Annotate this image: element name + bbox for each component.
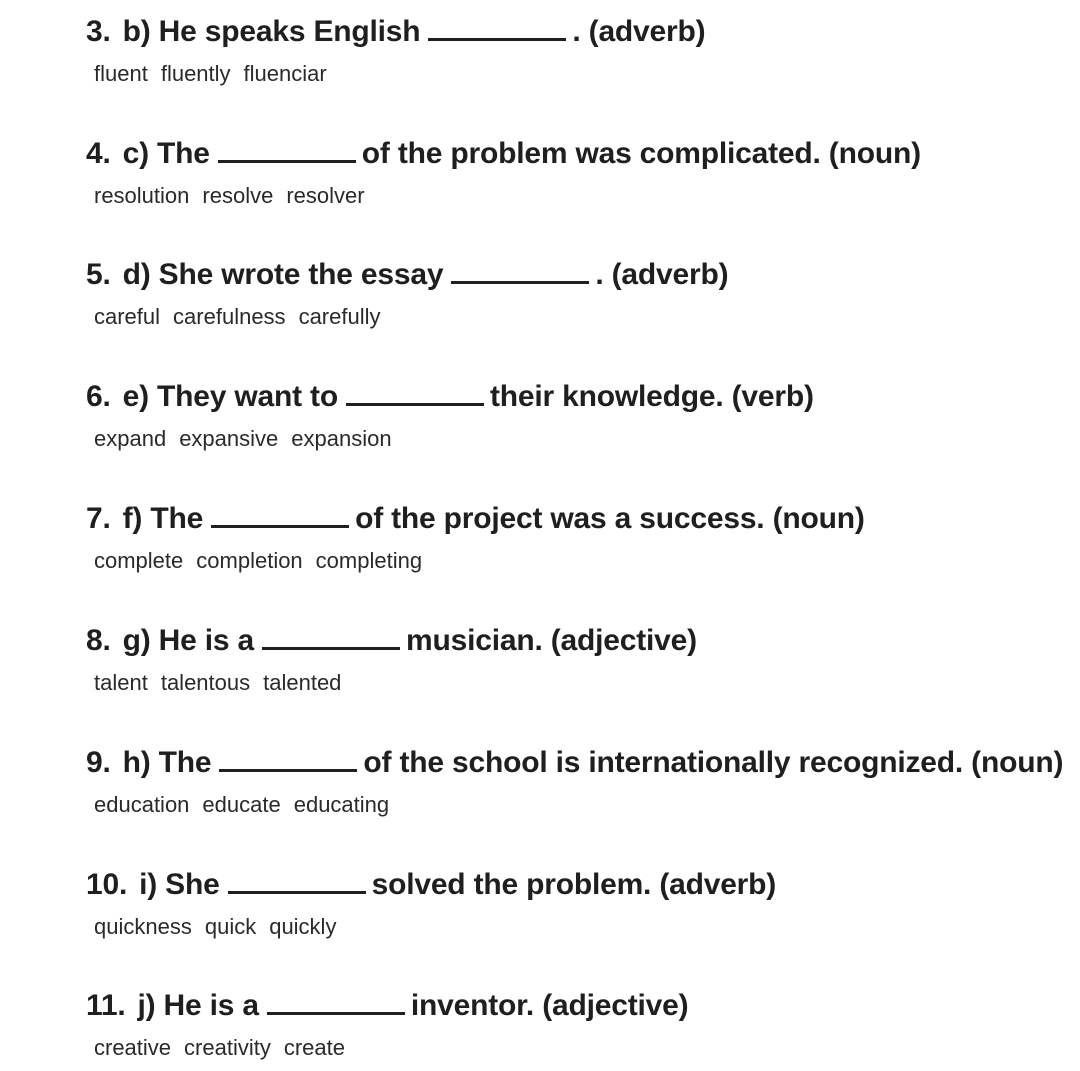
answer-option[interactable]: quick	[204, 914, 257, 939]
answer-blank[interactable]	[219, 745, 357, 772]
question-number: 6.	[86, 380, 111, 413]
answer-option[interactable]: fluenciar	[243, 61, 327, 86]
answer-blank[interactable]	[451, 257, 589, 284]
answer-option[interactable]: talent	[94, 670, 148, 695]
question-text-after: solved the problem. (adverb)	[371, 868, 777, 901]
answer-option[interactable]: quickly	[269, 914, 337, 939]
answer-option[interactable]: creative	[94, 1035, 172, 1060]
question-text-after: . (adverb)	[572, 15, 706, 48]
answer-options	[94, 1034, 358, 1062]
question-stem	[86, 136, 921, 172]
question-number: 11.	[86, 989, 126, 1022]
answer-options	[94, 913, 349, 941]
question-number: 3.	[86, 15, 111, 48]
answer-option[interactable]: completing	[315, 548, 423, 573]
answer-options	[94, 303, 393, 331]
answer-options	[94, 425, 405, 453]
question-number: 9.	[86, 746, 111, 779]
question-number: 4.	[86, 137, 111, 170]
question-stem	[86, 988, 688, 1024]
question-number: 7.	[86, 502, 111, 535]
question-text-before: h) The	[122, 746, 212, 779]
answer-option[interactable]: complete	[94, 548, 184, 573]
question-number: 5.	[86, 258, 111, 291]
answer-option[interactable]: fluent	[94, 61, 148, 86]
answer-option[interactable]: expansive	[179, 426, 279, 451]
answer-options	[94, 60, 340, 88]
answer-option[interactable]: educating	[293, 792, 390, 817]
answer-option[interactable]: creativity	[184, 1035, 271, 1060]
answer-options	[94, 791, 402, 819]
question-text-before: g) He is a	[122, 624, 254, 657]
answer-option[interactable]: carefulness	[173, 304, 286, 329]
question-text-after: of the project was a success. (noun)	[355, 502, 865, 535]
question-stem	[86, 379, 814, 415]
question-text-after: of the problem was complicated. (noun)	[361, 137, 921, 170]
answer-blank[interactable]	[218, 136, 356, 163]
question-text-before: b) He speaks English	[122, 15, 421, 48]
answer-option[interactable]: expand	[94, 426, 167, 451]
answer-blank[interactable]	[228, 867, 366, 894]
answer-options	[94, 182, 378, 210]
question-text-after: inventor. (adjective)	[410, 989, 689, 1022]
answer-option[interactable]: resolver	[286, 183, 365, 208]
answer-option[interactable]: quickness	[94, 914, 192, 939]
question-stem	[86, 745, 1063, 781]
answer-options	[94, 669, 354, 697]
answer-blank[interactable]	[262, 623, 400, 650]
question-stem	[86, 501, 865, 537]
question-stem	[86, 257, 728, 293]
question-stem	[86, 623, 697, 659]
question-text-after: of the school is internationally recognized. (noun)	[363, 746, 1064, 779]
answer-option[interactable]: expansion	[291, 426, 392, 451]
answer-option[interactable]: completion	[196, 548, 303, 573]
answer-option[interactable]: create	[283, 1035, 345, 1060]
question-stem	[86, 14, 705, 50]
question-stem	[86, 867, 776, 903]
question-text-after: . (adverb)	[595, 258, 729, 291]
answer-option[interactable]: talented	[263, 670, 342, 695]
question-text-after: musician. (adjective)	[406, 624, 697, 657]
answer-options	[94, 547, 435, 575]
answer-option[interactable]: resolve	[202, 183, 274, 208]
question-text-before: e) They want to	[122, 380, 338, 413]
question-text-before: c) The	[122, 137, 210, 170]
answer-option[interactable]: education	[94, 792, 190, 817]
question-number: 8.	[86, 624, 111, 657]
answer-option[interactable]: fluently	[160, 61, 231, 86]
question-text-before: j) He is a	[137, 989, 259, 1022]
question-text-after: their knowledge. (verb)	[489, 380, 814, 413]
answer-option[interactable]: educate	[202, 792, 281, 817]
question-text-before: f) The	[122, 502, 204, 535]
question-number: 10.	[86, 868, 128, 901]
answer-blank[interactable]	[346, 379, 484, 406]
answer-blank[interactable]	[211, 501, 349, 528]
question-text-before: d) She wrote the essay	[122, 258, 444, 291]
answer-option[interactable]: talentous	[160, 670, 251, 695]
answer-option[interactable]: careful	[94, 304, 161, 329]
answer-option[interactable]: resolution	[94, 183, 190, 208]
answer-option[interactable]: carefully	[298, 304, 381, 329]
answer-blank[interactable]	[428, 14, 566, 41]
answer-blank[interactable]	[267, 988, 405, 1015]
question-text-before: i) She	[139, 868, 220, 901]
